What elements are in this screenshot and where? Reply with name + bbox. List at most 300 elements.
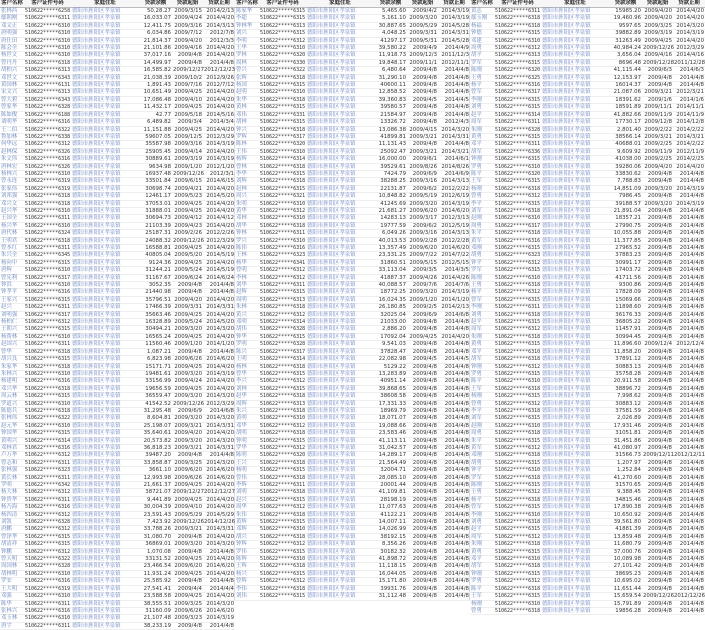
customer-name: 刘邦强 <box>0 193 24 200</box>
customer-name: 胡林 <box>235 119 259 126</box>
loan-end-date: 2014/4/8 <box>438 482 470 489</box>
home-address: 德阳市旌阳区孝泉镇 <box>306 185 374 192</box>
loan-end-date: 2014/4/8 <box>673 422 705 429</box>
id-number: 510622*****6315 <box>260 30 306 37</box>
id-number: 510622*****6312 <box>495 400 541 407</box>
table-row <box>235 333 470 340</box>
loan-balance: 30182.32 <box>374 548 407 555</box>
table-row <box>0 274 235 281</box>
loan-end-date: 2014/4/8 <box>438 504 470 511</box>
loan-end-date: 2014/4/20 <box>203 570 235 577</box>
loan-start-date: 2009/4/8 <box>172 578 203 585</box>
loan-start-date: 2009/4/9 <box>407 45 438 52</box>
id-number: 510622*****6312 <box>260 378 306 385</box>
customer-name: 曾华 <box>235 370 259 377</box>
table-row <box>470 526 705 533</box>
loan-start-date: 2009/6/20 <box>407 207 438 214</box>
table-row <box>470 415 705 422</box>
customer-name: 唐鹏 <box>0 526 24 533</box>
customer-name: 朱平 <box>470 437 494 444</box>
home-address: 德阳市旌阳区孝泉镇 <box>541 415 609 422</box>
id-number: 510622*****6310 <box>495 467 541 474</box>
loan-start-date: 2009/4/8 <box>642 378 673 385</box>
home-address: 德阳市旌阳区孝泉镇 <box>306 74 374 81</box>
loan-balance: 37581.59 <box>609 407 642 414</box>
loan-start-date: 2009/11/1 <box>642 104 673 111</box>
customer-name: 朱华 <box>235 96 259 103</box>
loan-balance: 21,564.49 <box>374 459 407 466</box>
customer-name: 张林兴 <box>0 607 24 614</box>
loan-start-date: 2009/4/8 <box>642 222 673 229</box>
home-address: 德阳市旌阳区孝泉镇 <box>541 37 609 44</box>
table-row <box>235 459 470 466</box>
loan-start-date: 2009/4/8 <box>407 556 438 563</box>
loan-end-date: 2014/4/8 <box>673 489 705 496</box>
id-number: 510622*****6315 <box>260 519 306 526</box>
table-row <box>470 67 705 74</box>
id-number: 510622*****6318 <box>495 607 541 614</box>
loan-end-date: 2014/1/6 <box>673 96 705 103</box>
id-number: 510622*****6315 <box>495 393 541 400</box>
loan-start-date: 2009/12/5 <box>172 133 203 140</box>
loan-start-date: 2009/4/8 <box>407 496 438 503</box>
id-number: 510622*****6310 <box>25 333 71 340</box>
home-address: 德阳市旌阳区孝泉镇 <box>541 496 609 503</box>
home-address: 德阳市旌阳区孝泉镇 <box>71 126 139 133</box>
id-number: 510622*****6315 <box>495 341 541 348</box>
home-address: 德阳市旌阳区孝泉镇 <box>306 319 374 326</box>
table-row <box>0 548 235 555</box>
table-row <box>470 444 705 451</box>
loan-end-date: 2014/6/20 <box>203 467 235 474</box>
loan-end-date: 2014/4/8 <box>673 607 705 614</box>
loan-end-date: 2012/12/26 <box>674 593 705 600</box>
customer-name: 唐辉 <box>0 267 24 274</box>
id-number: 510622*****6318 <box>260 474 306 481</box>
loan-balance: 41711.56 <box>609 274 642 281</box>
id-number: 510622*****6315 <box>495 156 541 163</box>
loan-start-date: 2009/12/27 <box>173 489 205 496</box>
loan-end-date: 2014/6/20 <box>203 607 235 614</box>
id-number: 510622*****6313 <box>260 400 306 407</box>
loan-start-date: 2009/3/16 <box>172 22 203 29</box>
loan-end-date: 2012/3/29 <box>673 45 705 52</box>
loan-end-date: 2014/4/20 <box>673 163 705 170</box>
home-address: 德阳市旌阳区孝泉镇 <box>306 348 374 355</box>
loan-end-date: 2014/4/20 <box>203 363 235 370</box>
id-number: 510622*****6317 <box>260 348 306 355</box>
loan-start-date: 2009/6/26 <box>172 356 203 363</box>
id-number: 510622*****6310 <box>260 89 306 96</box>
loan-balance: 23,466.54 <box>139 563 172 570</box>
loan-balance: 12,153.97 <box>609 74 642 81</box>
loan-start-date: 2009/4/20 <box>172 430 203 437</box>
loan-end-date: 2014/4/20 <box>203 89 235 96</box>
customer-name: 朱刚 <box>470 541 494 548</box>
id-number: 510622*****6320 <box>495 67 541 74</box>
loan-balance: 38566.14 <box>609 133 642 140</box>
home-address: 德阳市旌阳区孝泉镇 <box>71 430 139 437</box>
table-row <box>0 67 235 74</box>
id-number: 510622*****6318 <box>260 563 306 570</box>
table-row <box>235 533 470 540</box>
id-number: 510622*****6318 <box>25 200 71 207</box>
table-row <box>470 193 705 200</box>
loan-start-date: 2009/4/8 <box>642 415 673 422</box>
home-address: 德阳市旌阳区孝泉镇 <box>71 96 139 103</box>
id-number: 510622*****6315 <box>260 119 306 126</box>
id-number: 510622*****6318 <box>25 348 71 355</box>
id-number: 510622*****6310 <box>25 267 71 274</box>
id-number: 510622*****6311 <box>260 482 306 488</box>
customer-name: 曾军 <box>470 89 494 96</box>
home-address: 德阳市旌阳区孝泉镇 <box>541 267 609 274</box>
home-address: 德阳市旌阳区孝泉镇 <box>306 296 374 303</box>
loan-start-date: 2009/7/12 <box>172 30 203 37</box>
id-number: 510622*****6316 <box>495 82 541 89</box>
home-address: 德阳市旌阳区孝泉镇 <box>71 422 139 429</box>
loan-end-date: 2014/3/4 <box>203 119 235 126</box>
id-number: 510622*****6311 <box>25 496 71 503</box>
loan-start-date: 2009/4/8 <box>407 415 438 422</box>
home-address: 德阳市旌阳区孝泉镇 <box>541 467 609 474</box>
id-number: 510622*****6315 <box>260 370 306 377</box>
loan-end-date: 2014/4/8 <box>673 282 705 289</box>
loan-balance: 10,089.98 <box>609 556 642 563</box>
customer-name: 杨向中 <box>0 259 24 266</box>
table-row <box>235 96 470 103</box>
home-address: 德阳市旌阳区孝泉镇 <box>71 437 139 444</box>
id-number: 510622*****6315 <box>495 245 541 251</box>
home-address: 德阳市旌阳区孝泉镇 <box>71 570 139 577</box>
loan-balance: 11,680.79 <box>609 541 642 548</box>
table-row <box>235 296 470 303</box>
loan-balance: 31,042.57 <box>374 444 407 451</box>
loan-end-date: 2014/4/8 <box>438 104 470 111</box>
loan-end-date: 2014/3/13 <box>438 230 470 237</box>
home-address: 德阳市旌阳区孝泉镇 <box>306 215 374 222</box>
table-row <box>0 311 235 318</box>
table-row <box>470 207 705 214</box>
column-header-name: 客户名称 <box>236 0 258 7</box>
loan-balance: 11560.46 <box>139 341 172 348</box>
table-row <box>0 207 235 214</box>
loan-start-date: 2009/4/8 <box>407 119 438 126</box>
id-number: 510622*****6312 <box>495 45 541 52</box>
customer-name: 陈林 <box>235 141 259 148</box>
customer-name: 胡伟 <box>235 326 259 333</box>
home-address: 德阳市旌阳区孝泉镇 <box>541 245 609 252</box>
table-row <box>0 333 235 340</box>
table-row <box>0 519 235 526</box>
loan-end-date: 2014/4/8 <box>673 400 705 407</box>
customer-name: 罗道兴 <box>0 400 24 407</box>
customer-name: 胡兴 <box>235 533 259 540</box>
customer-name: 王军 <box>470 178 494 185</box>
id-number: 510622*****6310 <box>25 207 71 214</box>
loan-end-date: 2014/6/20 <box>203 356 235 363</box>
home-address: 德阳市旌阳区孝泉镇 <box>71 59 139 66</box>
loan-balance: 33156.99 <box>139 378 172 385</box>
id-number: 510622*****6318 <box>495 541 541 548</box>
loan-start-date: 2009/4/16 <box>642 52 673 59</box>
customer-name: 刘华 <box>235 282 259 289</box>
loan-balance: 39580.57 <box>374 104 407 111</box>
id-number: 510622*****6315 <box>495 96 541 103</box>
table-row <box>470 141 705 148</box>
loan-start-date: 2009/4/15 <box>407 126 438 133</box>
id-number: 510622*****6320 <box>260 452 306 459</box>
home-address: 德阳市旌阳区孝泉镇 <box>71 600 139 607</box>
loan-balance: 30,887.65 <box>374 22 407 29</box>
table-row <box>235 126 470 133</box>
loan-start-date: 2009/4/26 <box>407 274 438 281</box>
id-number: 510622*****6318 <box>260 511 306 518</box>
customer-name: 曾辉 <box>235 578 259 585</box>
loan-end-date: 2014/6/20 <box>203 563 235 570</box>
id-number: 510622*****6310 <box>260 415 306 422</box>
loan-start-date: 2009/4/8 <box>172 282 203 289</box>
customer-name: 王明 <box>235 356 259 363</box>
table-row <box>470 163 705 170</box>
loan-balance: 17466.39 <box>139 304 172 311</box>
loan-start-date: 2009/4/8 <box>172 52 203 59</box>
customer-name: 曾华 <box>0 348 24 355</box>
table-row <box>470 104 705 111</box>
loan-balance: 25187.31 <box>139 230 172 237</box>
loan-balance: 22131.87 <box>374 185 407 192</box>
loan-start-date: 2009/4/8 <box>407 341 438 348</box>
table-row <box>470 519 705 526</box>
home-address: 德阳市旌阳区孝泉镇 <box>541 141 609 148</box>
customer-name: 王二伯 <box>0 126 24 133</box>
table-row <box>470 319 705 326</box>
loan-end-date: 2014/4/8 <box>673 556 705 563</box>
table-row <box>470 245 705 252</box>
table-row <box>0 319 235 326</box>
home-address: 德阳市旌阳区孝泉镇 <box>306 59 374 66</box>
loan-balance: 40951.14 <box>374 378 407 385</box>
loan-start-date: 2009/4/25 <box>172 593 203 600</box>
id-number: 510622*****6313 <box>260 22 306 29</box>
id-number: 510622*****6341 <box>260 259 306 266</box>
loan-start-date: 2009/4/8 <box>642 274 673 281</box>
id-number: 510622*****6318 <box>495 407 541 414</box>
table-row <box>235 119 470 126</box>
id-number: 510622*****6315 <box>260 385 306 392</box>
home-address: 德阳市旌阳区孝泉镇 <box>306 415 374 422</box>
table-row <box>0 141 235 148</box>
loan-end-date: 2014/4/8 <box>438 415 470 422</box>
loan-balance: 18391.62 <box>609 96 642 103</box>
loan-end-date: 2014/4/8 <box>673 496 705 503</box>
loan-end-date: 2014/4/20 <box>203 96 235 103</box>
customer-name: 曾勇 <box>470 607 494 614</box>
loan-balance: 39,580.22 <box>374 45 407 52</box>
loan-balance: 31167.67 <box>139 274 172 281</box>
id-number: 510622*****6310 <box>495 378 541 385</box>
customer-name: 杨明 <box>235 467 259 474</box>
loan-balance: 21,107.48 <box>139 615 172 622</box>
table-row <box>235 237 470 244</box>
loan-balance: 17092.04 <box>374 333 407 340</box>
table-row <box>0 45 235 52</box>
loan-start-date: 2009/4/8 <box>642 526 673 533</box>
customer-name: 曾军 <box>470 296 494 303</box>
home-address: 德阳市旌阳区孝泉镇 <box>306 541 374 548</box>
loan-start-date: 2009/4/8 <box>407 348 438 355</box>
customer-name: 邓刚 <box>470 245 494 252</box>
home-address: 德阳市旌阳区孝泉镇 <box>541 393 609 400</box>
loan-balance: 27965.52 <box>609 245 642 252</box>
loan-start-date: 2009/6/9 <box>407 311 438 318</box>
loan-end-date: 2012/5/15 <box>438 259 470 266</box>
loan-balance: 38,233.19 <box>139 622 172 629</box>
loan-balance: 31,451.86 <box>609 437 642 444</box>
table-row <box>0 304 235 311</box>
home-address: 德阳市旌阳区孝泉镇 <box>541 548 609 555</box>
loan-end-date: 2014/4/8 <box>203 348 235 355</box>
column-header-id: 客户证件号码 <box>494 0 541 8</box>
loan-balance: 41899.81 <box>374 133 407 140</box>
loan-end-date: 2014/3/20 <box>203 393 235 400</box>
loan-balance: 39280.06 <box>609 163 642 170</box>
home-address: 德阳市旌阳区孝泉镇 <box>541 193 609 200</box>
table-row <box>0 245 235 252</box>
table-row <box>235 430 470 437</box>
loan-start-date: 2009/7/6 <box>407 282 438 289</box>
loan-end-date: 2014/4/8 <box>673 585 705 592</box>
home-address: 德阳市旌阳区孝泉镇 <box>306 482 374 489</box>
home-address: 德阳市旌阳区孝泉镇 <box>541 556 609 563</box>
loan-balance: 10,055.88 <box>609 230 642 237</box>
customer-name: 赵兴华 <box>0 207 24 214</box>
table-row <box>0 615 235 622</box>
loan-balance: 16,033.07 <box>139 15 172 22</box>
loan-balance: 38,555.51 <box>139 600 172 607</box>
loan-balance: 14,026.99 <box>374 526 407 533</box>
table-row <box>0 556 235 563</box>
customer-name: 王勇 <box>470 489 494 496</box>
home-address: 德阳市旌阳区孝泉镇 <box>71 511 139 518</box>
loan-end-date: 2014/4/8 <box>673 296 705 303</box>
customer-name: 杨国 <box>235 82 259 89</box>
loan-start-date: 2009/4/8 <box>642 296 673 303</box>
loan-start-date: 2009/4/20 <box>172 37 203 44</box>
customer-name: 陈华 <box>0 600 24 607</box>
id-number: 510622*****6311 <box>25 304 71 311</box>
loan-start-date: 2009/4/8 <box>642 282 673 289</box>
customer-name: 邓玉林 <box>0 615 24 622</box>
home-address: 德阳市旌阳区孝泉镇 <box>306 496 374 503</box>
customer-name: 胡平 <box>470 52 494 59</box>
loan-start-date: 2009/4/25 <box>172 333 203 340</box>
loan-end-date: 2014/4/8 <box>438 348 470 355</box>
loan-end-date: 2014/4/20 <box>203 126 235 133</box>
home-address: 德阳市旌阳区孝泉镇 <box>306 133 374 140</box>
id-number: 510622*****6318 <box>260 533 306 540</box>
id-number: 510622*****6320 <box>260 52 306 59</box>
loan-end-date: 2014/4/8 <box>438 541 470 548</box>
loan-end-date: 2014/12/8 <box>673 119 705 126</box>
loan-end-date: 2014/4/8 <box>438 489 470 496</box>
loan-end-date: 2014/4/8 <box>438 526 470 533</box>
loan-end-date: 2014/4/20 <box>203 245 235 252</box>
home-address: 德阳市旌阳区孝泉镇 <box>71 289 139 296</box>
loan-start-date: 2009/5/20 <box>172 252 203 259</box>
loan-start-date: 2009/4/8 <box>407 363 438 370</box>
loan-balance: 5,465.60 <box>374 8 407 15</box>
loan-start-date: 2009/4/8 <box>642 170 673 177</box>
loan-balance: 31160.09 <box>139 607 172 614</box>
home-address: 德阳市旌阳区孝泉镇 <box>541 82 609 89</box>
table-row <box>235 52 470 59</box>
home-address: 德阳市旌阳区孝泉镇 <box>71 8 139 15</box>
loan-end-date: 2014/4/8 <box>438 511 470 518</box>
table-row <box>235 415 470 422</box>
loan-end-date: 2014/4/20 <box>203 296 235 303</box>
loan-balance: 21103.39 <box>139 222 172 229</box>
loan-start-date: 2009/2/5 <box>407 304 438 311</box>
table-row <box>470 15 705 22</box>
loan-end-date: 2014/6/20 <box>203 474 235 481</box>
loan-balance: 34815.46 <box>609 496 642 503</box>
customer-name: 陈刚 <box>470 274 494 281</box>
home-address: 德阳市旌阳区孝泉镇 <box>541 593 609 600</box>
home-address: 德阳市旌阳区孝泉镇 <box>306 200 374 207</box>
table-row <box>235 378 470 385</box>
id-number: 510622*****6342 <box>25 482 71 488</box>
home-address: 德阳市旌阳区孝泉镇 <box>541 430 609 437</box>
loan-end-date: 2014/4/8 <box>438 459 470 466</box>
id-number: 510622*****6310 <box>495 600 541 607</box>
loan-end-date: 2014/4/8 <box>438 326 470 333</box>
customer-name: 朱兴 <box>235 407 259 414</box>
loan-start-date: 2009/6/15 <box>172 178 203 185</box>
table-row <box>235 45 470 52</box>
customer-name: 陈德兵 <box>0 407 24 414</box>
table-row <box>470 452 705 459</box>
loan-balance: 25905.45 <box>139 148 172 155</box>
loan-start-date: 2009/3/21 <box>172 444 203 451</box>
customer-name: 黄林 <box>235 104 259 111</box>
loan-balance: 30494.21 <box>139 326 172 333</box>
customer-name: 朱林 <box>235 304 259 311</box>
table-row <box>470 474 705 481</box>
id-number: 510622*****6315 <box>260 104 306 111</box>
home-address: 德阳市旌阳区孝泉镇 <box>306 452 374 459</box>
loan-end-date: 2012/3/3 <box>203 37 235 44</box>
id-number: 510622*****6318 <box>495 496 541 503</box>
table-row <box>470 422 705 429</box>
customer-name: 杨平 <box>470 289 494 296</box>
customer-name: 王军 <box>470 385 494 392</box>
loan-start-date: 2009/7/22 <box>407 252 438 259</box>
loan-end-date: 2014/4/8 <box>673 333 705 340</box>
customer-name: 李伟 <box>235 585 259 592</box>
id-number: 510622*****6321 <box>260 193 306 200</box>
loan-start-date: 2009/4/25 <box>172 207 203 214</box>
customer-name: 邓伟 <box>235 111 259 118</box>
table-row <box>0 370 235 377</box>
loan-balance: 31051.81 <box>609 430 642 437</box>
customer-name: 曾泽华 <box>0 533 24 540</box>
loan-end-date: 2012/12/4 <box>673 341 705 348</box>
loan-end-date: 2014/3/19 <box>438 200 470 207</box>
customer-name: 罗辉 <box>235 133 259 140</box>
customer-name: 唐明强 <box>0 30 24 37</box>
loan-start-date: 2009/4/8 <box>642 82 673 89</box>
